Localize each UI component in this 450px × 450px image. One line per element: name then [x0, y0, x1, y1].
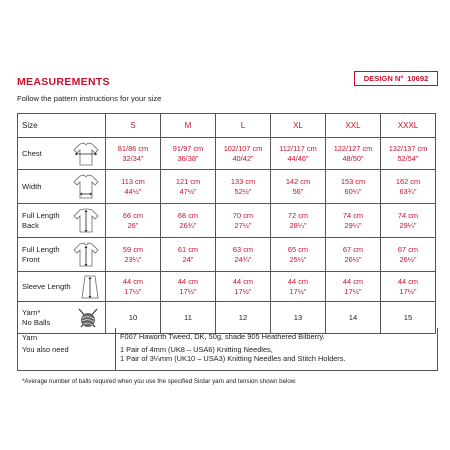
balls-cell: 11 [161, 302, 216, 334]
cm-value: 121 cm [175, 176, 201, 186]
measure-cell [216, 170, 271, 204]
cm-value: 102/107 cm [223, 143, 263, 153]
measure-cell [381, 204, 436, 238]
cm-value: 72 cm [287, 210, 309, 220]
row-label-cell [18, 238, 106, 272]
measure-cell [161, 272, 216, 302]
balls-cell: 13 [271, 302, 326, 334]
row-label-line2: No Balls [22, 317, 51, 327]
inch-value: 26¾" [179, 220, 197, 230]
table-row [18, 272, 436, 302]
measure-cell [326, 238, 381, 272]
chest-diagram-icon [71, 141, 101, 167]
measure-cell [216, 272, 271, 302]
measure-cell [161, 170, 216, 204]
width-diagram-icon [71, 173, 101, 201]
cm-value: 44 cm [342, 276, 364, 286]
measure-cell [106, 238, 161, 272]
inch-value: 60¼" [344, 186, 362, 196]
measure-cell [106, 272, 161, 302]
size-header: XXXL [381, 114, 436, 138]
inch-value: 26½" [399, 254, 417, 264]
measure-cell [271, 170, 326, 204]
balls-cell: 15 [381, 302, 436, 334]
inch-value: 28¼" [289, 220, 307, 230]
row-label-line1: Yarn* [22, 307, 41, 317]
inch-value: 56" [292, 186, 304, 196]
inch-value: 44½" [124, 186, 142, 196]
materials-box [17, 328, 438, 371]
row-label [22, 211, 60, 231]
yarn-label: Yarn [22, 333, 38, 342]
inch-value: 26½" [344, 254, 362, 264]
inch-value: 23¼" [124, 254, 142, 264]
inch-value: 52½" [234, 186, 252, 196]
size-header: L [216, 114, 271, 138]
cm-value: 142 cm [285, 176, 311, 186]
needles-line-2: 1 Pair of 3¼mm (UK10 – USA3) Knitting Needles and Stitch Holders. [120, 354, 346, 363]
cm-value: 162 cm [395, 176, 421, 186]
cm-value: 67 cm [397, 244, 419, 254]
cm-value: 44 cm [397, 276, 419, 286]
cm-value: 66 cm [122, 210, 144, 220]
back-length-diagram-icon [71, 207, 101, 235]
row-label-cell [18, 170, 106, 204]
cm-value: 112/117 cm [279, 143, 317, 153]
measure-cell [326, 170, 381, 204]
size-header: XXL [326, 114, 381, 138]
size-header: S [106, 114, 161, 138]
measure-cell [326, 204, 381, 238]
row-label-line1: Full Length [22, 210, 60, 220]
also-need-label: You also need [22, 345, 69, 354]
inch-value: 17½" [289, 286, 307, 296]
footnote: *Average number of balls required when you use the specified Sirdar yarn and tension shown below [22, 378, 296, 385]
row-label: Chest [22, 148, 42, 158]
row-label: Sleeve Length [22, 281, 71, 291]
table-row [18, 204, 436, 238]
cm-value: 59 cm [122, 244, 144, 254]
section-heading: MEASUREMENTS [17, 76, 110, 88]
cm-value: 61 cm [177, 244, 199, 254]
inch-value: 32/34" [122, 153, 144, 163]
measure-cell [381, 170, 436, 204]
inch-value: 40/42" [232, 153, 254, 163]
balls-cell: 10 [106, 302, 161, 334]
cm-value: 113 cm [121, 176, 145, 186]
measure-cell [161, 204, 216, 238]
cm-value: 67 cm [342, 244, 364, 254]
inch-value: 52/54" [397, 153, 419, 163]
cm-value: 44 cm [287, 276, 309, 286]
cm-value: 91/97 cm [172, 143, 204, 153]
size-header: XL [271, 114, 326, 138]
cm-value: 44 cm [232, 276, 254, 286]
measure-cell [161, 238, 216, 272]
column-divider [115, 328, 116, 370]
cm-value: 122/127 cm [333, 143, 373, 153]
design-number-box [354, 71, 438, 86]
cm-value: 63 cm [232, 244, 254, 254]
cm-value: 81/86 cm [117, 143, 149, 153]
row-label-line1: Full Length [22, 244, 60, 254]
cm-value: 132/137 cm [388, 143, 428, 153]
measure-cell [326, 272, 381, 302]
cm-value: 74 cm [342, 210, 364, 220]
cm-value: 74 cm [397, 210, 419, 220]
cm-value: 133 cm [230, 176, 256, 186]
measure-cell [106, 138, 161, 170]
inch-value: 17½" [179, 286, 197, 296]
cm-value: 44 cm [177, 276, 199, 286]
needles-line-1: 1 Pair of 4mm (UK8 – USA6) Knitting Needles, [120, 344, 273, 354]
instructions-text: Follow the pattern instructions for your size [17, 94, 162, 103]
size-header: M [161, 114, 216, 138]
table-row [18, 238, 436, 272]
inch-value: 29¼" [344, 220, 362, 230]
balls-cell: 14 [326, 302, 381, 334]
front-length-diagram-icon [71, 241, 101, 269]
balls-cell: 12 [216, 302, 271, 334]
measure-cell [216, 238, 271, 272]
sleeve-length-diagram-icon [79, 274, 101, 300]
inch-value: 17½" [344, 286, 362, 296]
design-label: DESIGN Nº [363, 74, 404, 83]
table-row [18, 170, 436, 204]
design-number: 10692 [407, 74, 429, 83]
row-label-line2: Front [22, 254, 40, 264]
row-label [22, 245, 60, 265]
measure-cell [106, 170, 161, 204]
row-label: Width [22, 181, 42, 191]
measure-cell [106, 204, 161, 238]
materials-details [120, 332, 346, 364]
row-label-line2: Back [22, 220, 39, 230]
cm-value: 65 cm [287, 244, 309, 254]
inch-value: 63¾" [399, 186, 417, 196]
measure-cell [216, 138, 271, 170]
size-header-label: Size [18, 114, 106, 138]
inch-value: 25½" [289, 254, 307, 264]
inch-value: 24" [182, 254, 194, 264]
measure-cell [271, 204, 326, 238]
inch-value: 26" [127, 220, 139, 230]
yarn-ball-needles-icon [75, 305, 101, 331]
inch-value: 48/50" [342, 153, 364, 163]
cm-value: 153 cm [340, 176, 366, 186]
measure-cell [161, 138, 216, 170]
cm-value: 68 cm [177, 210, 199, 220]
row-label-cell [18, 204, 106, 238]
inch-value: 29¼" [399, 220, 417, 230]
measure-cell [271, 272, 326, 302]
row-label-cell [18, 138, 106, 170]
inch-value: 24¾" [234, 254, 252, 264]
table-row [18, 114, 436, 138]
inch-value: 47½" [179, 186, 197, 196]
measure-cell [381, 272, 436, 302]
table-row [18, 138, 436, 170]
measure-cell [271, 238, 326, 272]
inch-value: 36/38" [177, 153, 199, 163]
row-label [22, 308, 50, 328]
yarn-text: F007 Haworth Tweed, DK, 50g, shade 905 Heathered Bilberry. [120, 332, 325, 341]
inch-value: 17½" [399, 286, 417, 296]
measure-cell [271, 138, 326, 170]
row-label-cell [18, 272, 106, 302]
inch-value: 27½" [234, 220, 252, 230]
measure-cell [326, 138, 381, 170]
materials-labels [22, 332, 69, 356]
measure-cell [216, 204, 271, 238]
inch-value: 44/46" [287, 153, 309, 163]
inch-value: 17½" [234, 286, 252, 296]
measure-cell [381, 238, 436, 272]
cm-value: 44 cm [122, 276, 144, 286]
measurements-table [17, 113, 436, 334]
inch-value: 17½" [124, 286, 142, 296]
cm-value: 70 cm [232, 210, 254, 220]
measure-cell [381, 138, 436, 170]
